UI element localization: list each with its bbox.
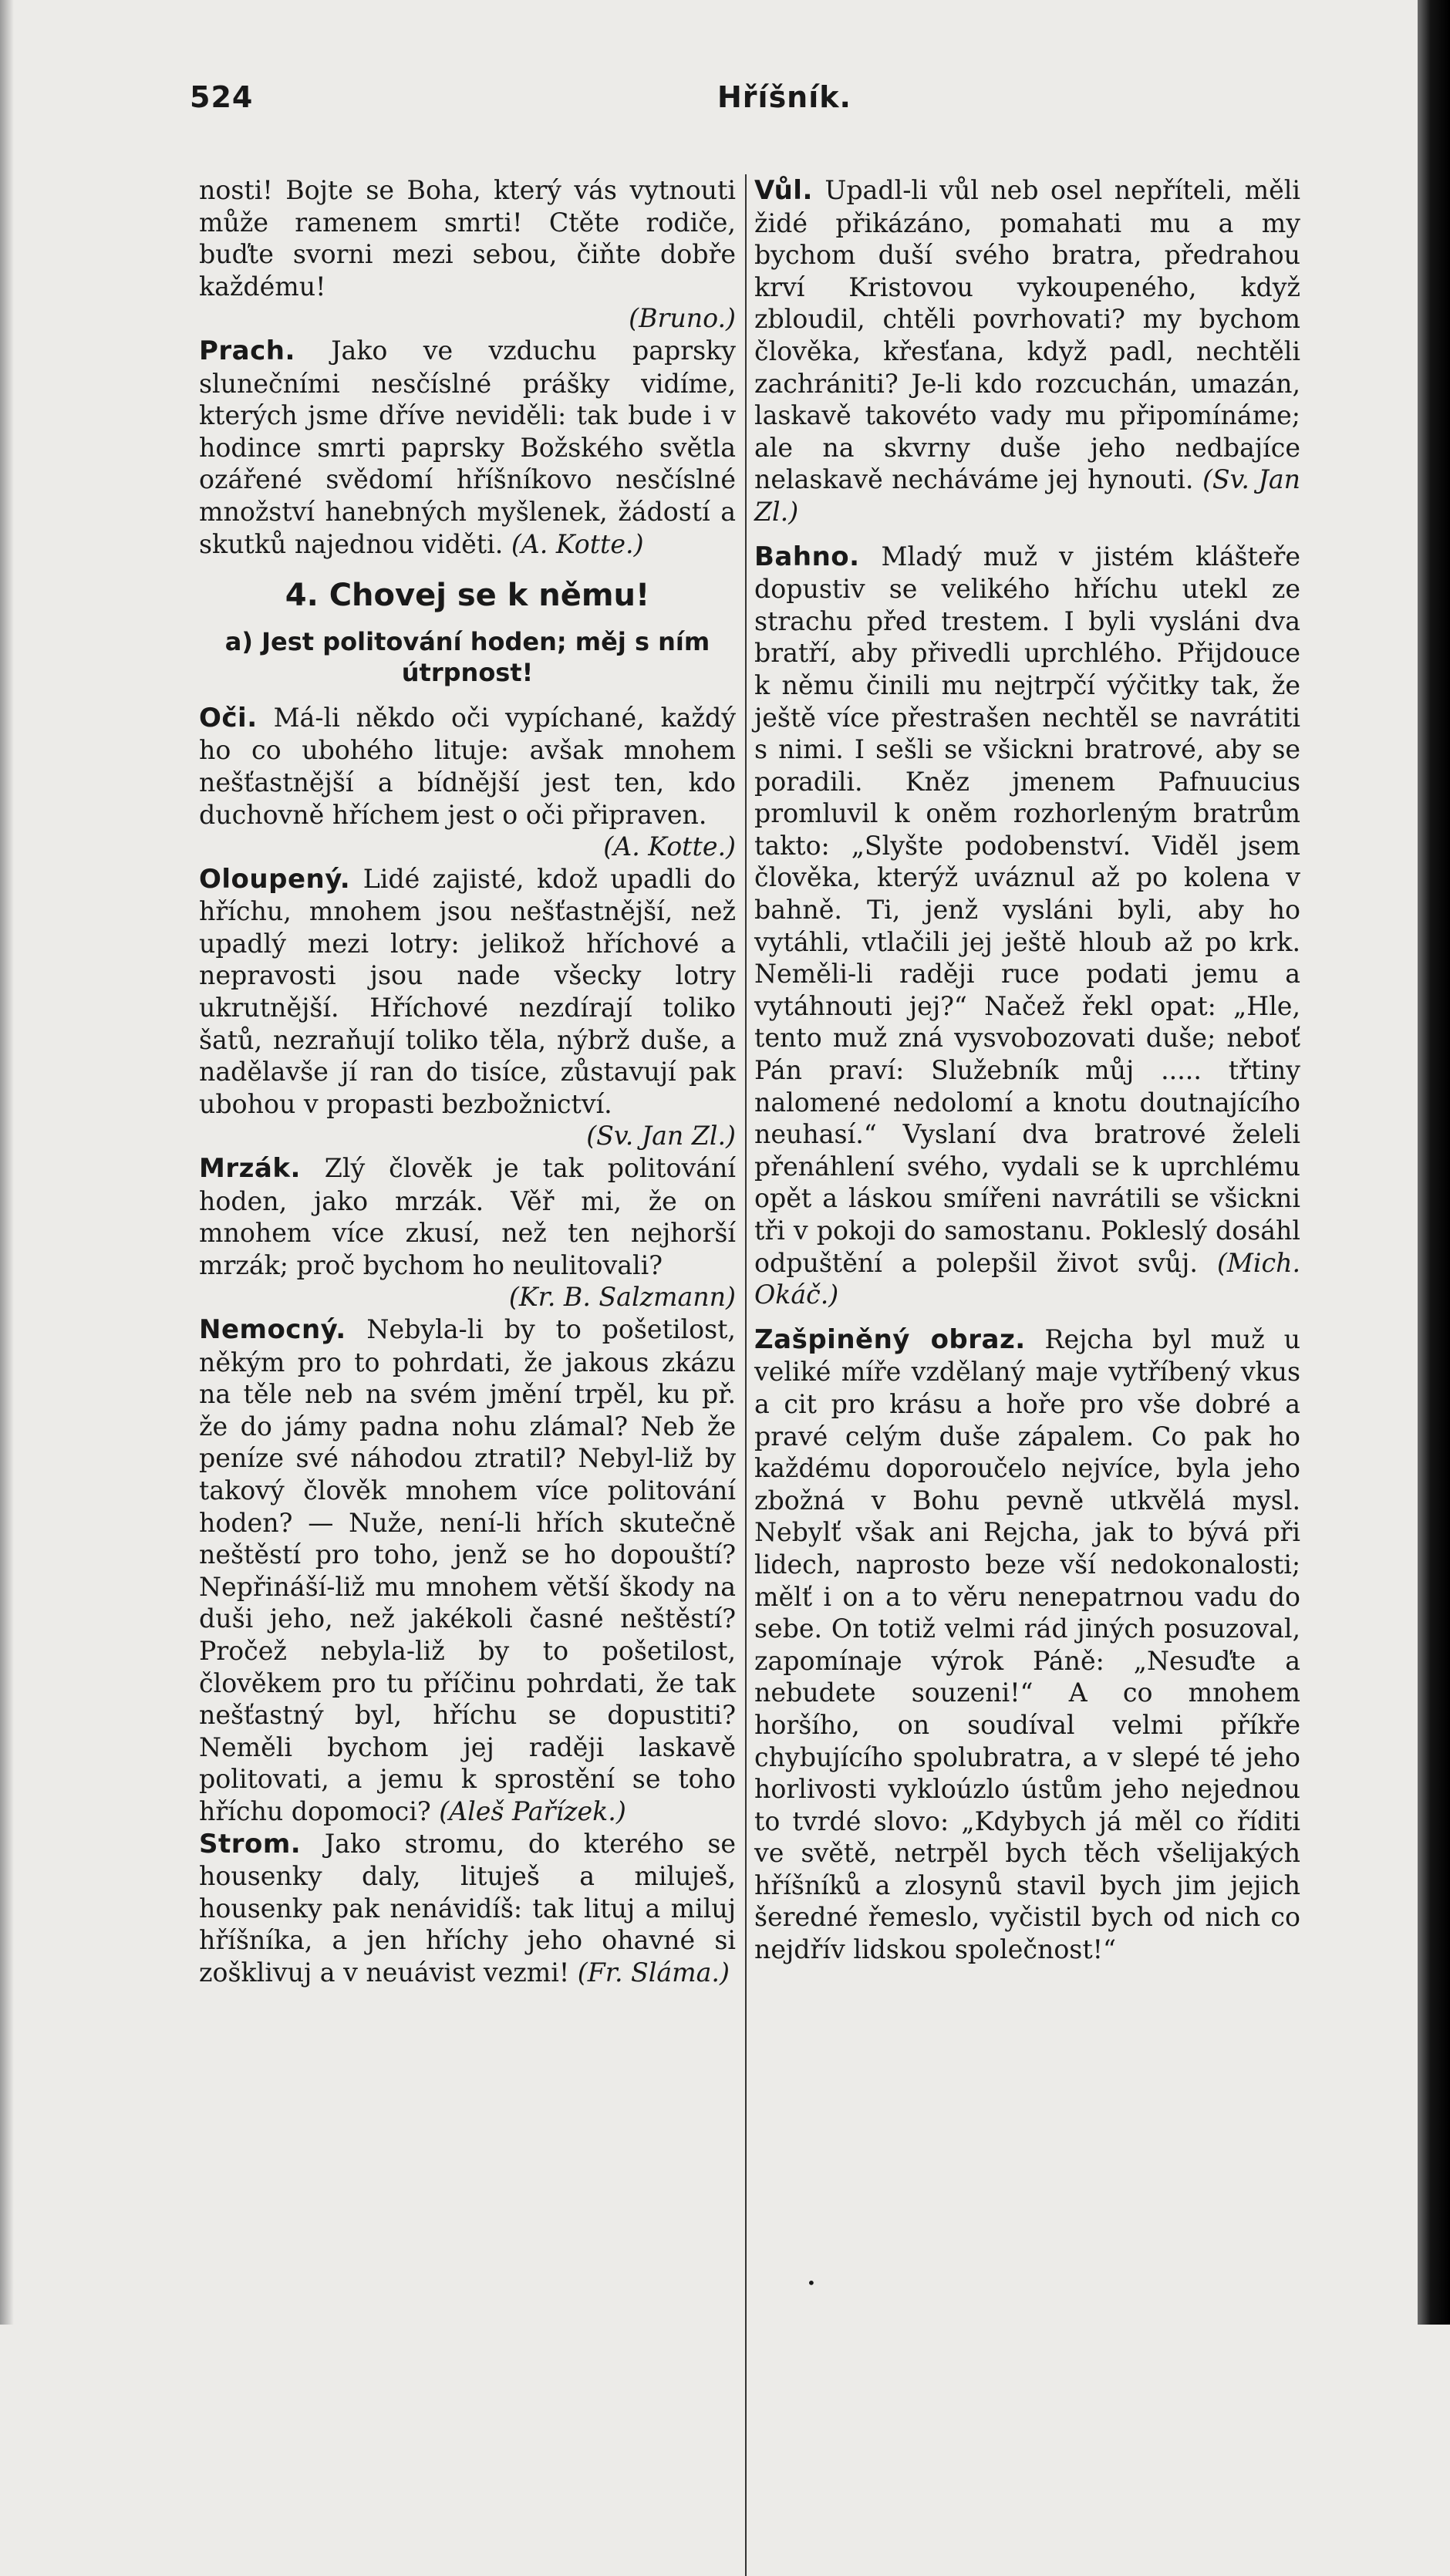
entry-source: (Aleš Pařízek.) xyxy=(439,1795,626,1826)
intro-source: (Bruno.) xyxy=(629,303,736,334)
entry-nemocny xyxy=(199,1313,736,1828)
entry-keyword: Bahno. xyxy=(754,541,860,572)
entry-text: Rejcha byl muž u veliké míře vzdělaný maje vytříbený vkus a cit pro krásu a hoře pro vše dobré a pravé celým duše zápalem. Co pak ho každému doporoučelo nejvíce, byla jeho zbožná v Bohu pevně utkvělá mysl. Nebylť však ani Rejcha, jak to bývá při lidech, naprosto beze vší nedokonalosti; mělť i on a to věru nenepatrnou vadu do sebe. On totiž velmi rád jiných posuzoval, zapomínaje výrok Páně: „Nesuďte a nebudete souzeni!“ A co mnohem horšího, on soudíval velmi příkře chybujícího spolubratra, a v slepé té jeho horlivosti vykloúzlo ústům jeho nejednou to tvrdé slovo: „Kdybych já měl co říditi ve světě, netrpěl bych těch všelijakých hříšníků a zlosynů stavil bych jim jejich šeredné řemeslo, vyčistil bych od nich co nejdřív lidskou společnost!“ xyxy=(754,1323,1300,1965)
running-head: Hříšník. xyxy=(717,80,851,114)
entry-prach xyxy=(199,335,736,560)
entry-zaspineny-obraz xyxy=(754,1323,1300,1966)
entry-text: Nebyla-li by to pošetilost, někým pro to pohrdati, že jakous zkázu na těle neb na svém jmění trpěl, ku př. že do jámy padna nohu zlámal? Neb že peníze své náhodou ztratil? Nebyl-liž by takový člověk mnohem více politování hoden? — Nuže, není-li hřích skutečně neštěstí pro toho, jenž se ho dopouští? Nepřináší-liž mu mnohem větší škody na duši jeho, než jakékoli časné neštěstí? Pročež nebyla-liž by to pošetilost, člověkem pro tu příčinu pohrdati, že tak nešťastný byl, hříchu se dopustiti? Neměli bychom jej raději laskavě politovati, a jemu k sprostění se toho hříchu dopomoci? xyxy=(199,1314,736,1826)
scan-edge-right xyxy=(1418,0,1450,2325)
entry-text: Má-li někdo oči vypíchané, každý ho co ubohého lituje: avšak mnohem nešťastnější a bídnější jest ten, kdo duchovně hříchem jest o oči připraven. xyxy=(199,702,736,830)
entry-source: (Sv. Jan Zl.) xyxy=(586,1121,736,1151)
entry-source: (A. Kotte.) xyxy=(511,528,644,559)
entry-oci xyxy=(199,702,736,863)
entry-keyword: Strom. xyxy=(199,1828,302,1860)
entry-vul xyxy=(754,174,1300,528)
entry-keyword: Nemocný. xyxy=(199,1314,346,1345)
entry-keyword: Oloupený. xyxy=(199,863,351,895)
entry-text: Lidé zajisté, kdož upadli do hříchu, mnohem jsou nešťastnější, než upadlý mezi lotry: jelikož hříchové a nepravosti jsou nade všecky lotry ukrutnější. Hříchové nezdírají toliko šatů, nezraňují toliko těla, nýbrž duše, a nadělavše jí ran do tisíce, zůstavují pak ubohou v propasti bezbožnictví. xyxy=(199,863,736,1119)
right-column xyxy=(754,174,1300,1966)
entry-strom xyxy=(199,1828,736,1989)
subsection-title: a) Jest politování hoden; měj s ním útrpnost! xyxy=(224,626,710,687)
entry-mrzak xyxy=(199,1152,736,1313)
entry-keyword: Mrzák. xyxy=(199,1153,301,1185)
entry-keyword: Vůl. xyxy=(754,175,813,206)
entry-text: Jako stromu, do kterého se housenky daly, lituješ a miluješ, housenky pak nenávidíš: tak lituj a miluj hříšníka, a jen hříchy jeho ohavné si zošklivuj a v neuávist vezmi! xyxy=(199,1828,736,1988)
entry-source: (Fr. Sláma.) xyxy=(577,1957,730,1988)
entry-text: Mladý muž v jistém klášteře dopustiv se velikého hříchu utekl ze strachu před trestem. I byli vysláni dva bratří, aby přivedli uprchlého. Přijdouce k němu činili mu nejtrpčí výčitky tak, že ještě více přestrašen nechtěl se navrátiti s nimi. I sešli se všickni bratrové, aby se poradili. Kněz jmenem Pafnuucius promluvil k oněm rozhorleným bratrům takto: „Slyšte podobenství. Viděl jsem člověka, kterýž uváznul až po kolena v bahně. Ti, jenž vysláni byli, aby ho vytáhli, vtlačili jej ještě hloub až po krk. Neměli-li raději ruce podati jemu a vytáhnouti jej?“ Načež řekl opat: „Hle, tento muž zná vysvobozovati duše; neboť Pán praví: Služebník můj ..... třtiny nalomené nedolomí a knotu doutnajícího neuhasí.“ Vyslaní dva bratrové želeli přenáhlení svého, vydali se k uprchlému opět a láskou smířeni navrátili se všickni tři v pokoji do samostanu. Pokleslý dosáhl odpuštění a polepšil život svůj. xyxy=(754,541,1300,1278)
bottom-dot-mark: • xyxy=(807,2274,816,2292)
intro-text: nosti! Bojte se Boha, který vás vytnouti může ramenem smrti! Ctěte rodiče, buďte svorni mezi sebou, čiňte dobře každému! xyxy=(199,175,736,302)
entry-bahno xyxy=(754,541,1300,1311)
entry-keyword: Prach. xyxy=(199,335,295,366)
entry-keyword: Zašpiněný obraz. xyxy=(754,1323,1026,1355)
entry-source: (A. Kotte.) xyxy=(603,831,736,862)
entry-source: (Sv. Jan Zl.) xyxy=(754,464,1300,527)
left-column xyxy=(199,174,736,1988)
entry-oloupeny xyxy=(199,863,736,1152)
entry-text: Upadl-li vůl neb osel nepříteli, měli židé přikázáno, pomahati mu a my bychom duší svého bratra, předrahou krví Kristovou vykoupeného, když zbloudil, chtěli povrhovati? my bychom člověka, křesťana, když padl, nechtěli zachrániti? Je-li kdo rozcuchán, umazán, laskavě takovéto vady mu připomínáme; ale na skvrny duše jeho nedbajíce nelaskavě necháváme jej hynouti. xyxy=(754,175,1300,495)
entry-source: (Kr. B. Salzmann) xyxy=(508,1282,736,1313)
intro-paragraph xyxy=(199,174,736,335)
column-divider xyxy=(745,174,747,2576)
entry-source: (Mich. Okáč.) xyxy=(754,1247,1300,1310)
entry-text: Zlý člověk je tak politování hoden, jako mrzák. Věř mi, že on mnohem více zkusí, než ten nejhorší mrzák; proč bychom ho neulitovali? xyxy=(199,1153,736,1280)
page-number: 524 xyxy=(190,80,254,114)
entry-text: Jako ve vzduchu paprsky slunečními nesčíslné prášky vidíme, kterých jsme dříve neviděli: tak bude i v hodince smrti paprsky Božského světla ozářené svědomí hříšníkovo nesčíslné množství hanebných myšlenek, žádostí a skutků najednou viděti. xyxy=(199,335,736,559)
section-title: 4. Chovej se k němu! xyxy=(285,578,650,614)
entry-keyword: Oči. xyxy=(199,702,258,733)
